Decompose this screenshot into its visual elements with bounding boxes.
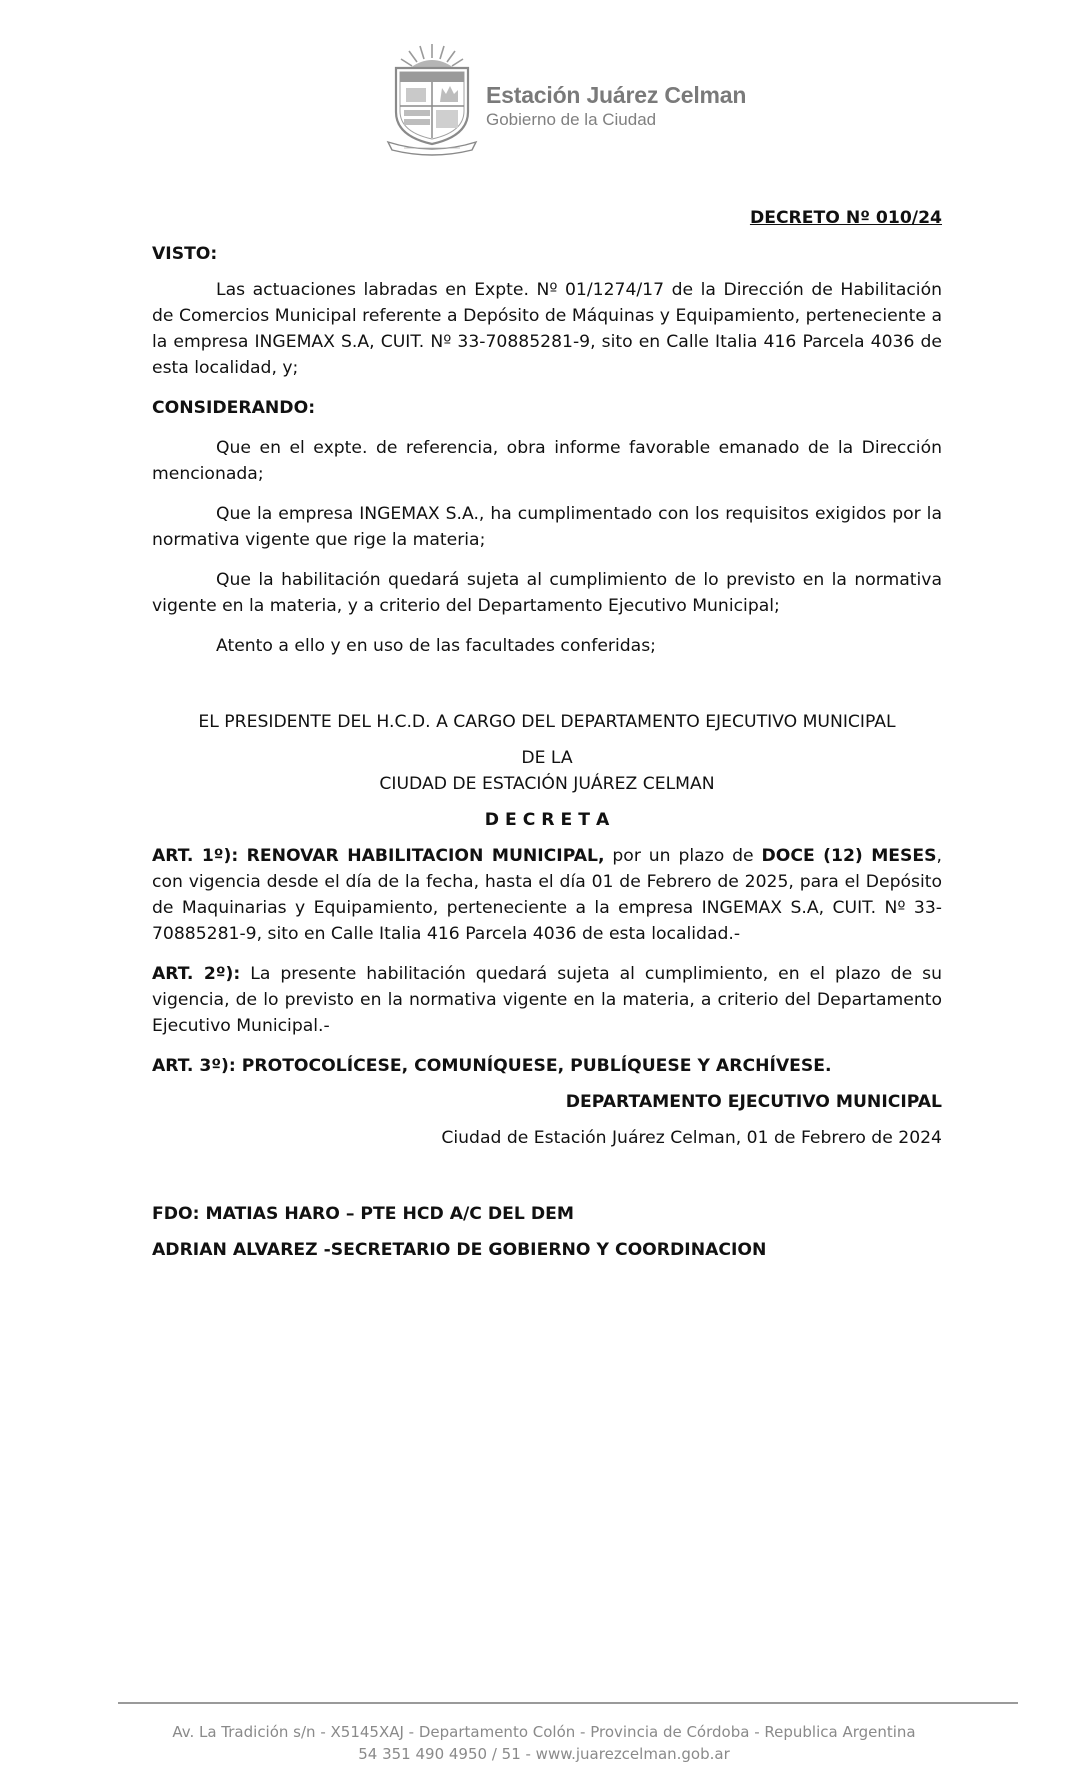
considerando-paragraph: Que la empresa INGEMAX S.A., ha cumplimentado con los requisitos exigidos por la normativa vigente que rige la materia; — [152, 504, 942, 550]
place-date-line: Ciudad de Estación Juárez Celman, 01 de Febrero de 2024 — [441, 1128, 942, 1148]
article-1-term: DOCE (12) MESES — [761, 846, 937, 866]
article-2-label: ART. 2º): — [152, 964, 241, 984]
header-logo — [386, 40, 786, 160]
decree-body — [152, 205, 942, 1263]
footer-contact: 54 351 490 4950 / 51 - www.juarezcelman.gob.ar — [358, 1745, 730, 1763]
considerando-paragraph: Que la habilitación quedará sujeta al cumplimiento de lo previsto en la normativa vigente en la materia, y a criterio del Departamento Ejecutivo Municipal; — [152, 570, 942, 616]
article-1-label: ART. 1º): RENOVAR HABILITACION MUNICIPAL, — [152, 846, 605, 866]
department-line: DEPARTAMENTO EJECUTIVO MUNICIPAL — [565, 1092, 942, 1112]
brand-name: Estación Juárez Celman — [486, 82, 747, 108]
considerando-heading: CONSIDERANDO: — [152, 398, 316, 418]
authority-line: CIUDAD DE ESTACIÓN JUÁREZ CELMAN — [379, 774, 715, 794]
brand-subtitle: Gobierno de la Ciudad — [486, 110, 657, 129]
article-3: ART. 3º): PROTOCOLÍCESE, COMUNÍQUESE, PUBLÍQUESE Y ARCHÍVESE. — [152, 1056, 832, 1076]
visto-heading: VISTO: — [152, 244, 218, 264]
authority-line: EL PRESIDENTE DEL H.C.D. A CARGO DEL DEPARTAMENTO EJECUTIVO MUNICIPAL — [198, 712, 896, 732]
visto-paragraph: Las actuaciones labradas en Expte. Nº 01/1274/17 de la Dirección de Habilitación de Comercios Municipal referente a Depósito de Máquinas y Equipamiento, perteneciente a la empresa INGEMAX S.A, CUIT. Nº 33-70885281-9, sito en Calle Italia 416 Parcela 4036 de esta localidad, y; — [152, 280, 942, 378]
article-2-text: La presente habilitación quedará sujeta al cumplimiento, en el plazo de su vigencia, de lo previsto en la normativa vigente en la materia, a criterio del Departamento Ejecutivo Municipal.- — [152, 964, 942, 1036]
article-1 — [152, 843, 942, 947]
decree-number-line — [152, 205, 942, 231]
footer-address: Av. La Tradición s/n - X5145XAJ - Departamento Colón - Provincia de Córdoba - Republica Argentina — [172, 1723, 916, 1741]
signature-line: ADRIAN ALVAREZ -SECRETARIO DE GOBIERNO Y COORDINACION — [152, 1240, 767, 1260]
city-coat-of-arms-icon — [386, 40, 478, 156]
decreta-heading: D E C R E T A — [484, 810, 610, 830]
article-1-text: por un plazo de — [604, 846, 762, 866]
authority-line: DE LA — [521, 748, 573, 768]
article-1-text: , con vigencia desde el día de la fecha, hasta el día 01 de Febrero de 2025, para el Depósito de Maquinarias y Equipamiento, perteneciente a la empresa INGEMAX S.A, CUIT. Nº 33-70885281-9, sito en Calle Italia 416 Parcela 4036 de esta localidad.- — [152, 846, 943, 944]
article-2 — [152, 961, 942, 1039]
footer-divider — [118, 1702, 1018, 1704]
considerando-paragraph: Atento a ello y en uso de las facultades conferidas; — [216, 636, 656, 656]
decree-number: DECRETO Nº 010/24 — [749, 208, 942, 228]
considerando-paragraph: Que en el expte. de referencia, obra informe favorable emanado de la Dirección mencionada; — [152, 438, 942, 484]
signature-line: FDO: MATIAS HARO – PTE HCD A/C DEL DEM — [152, 1204, 574, 1224]
